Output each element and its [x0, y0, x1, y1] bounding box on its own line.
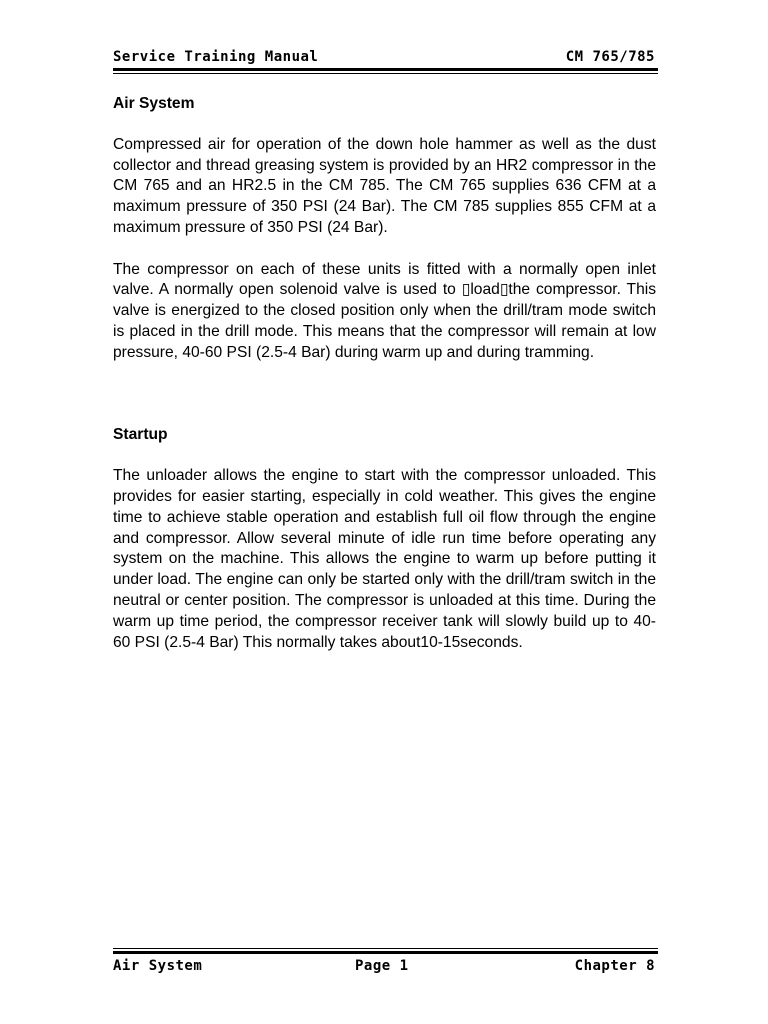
section-heading-startup: Startup [113, 426, 168, 444]
header-model: CM 765/785 [565, 49, 655, 65]
footer-page-number: Page 1 [355, 958, 409, 974]
header-rule-thin [113, 73, 658, 74]
footer-rule-thick [113, 951, 658, 954]
paragraph-startup-1: The unloader allows the engine to start with the compressor unloaded. This provides for easier starting, especially in cold weather. This gives the engine time to achieve stable operation and establish full oil flow through the engine and compressor. Allow several minute of idle run time before operating any system on the machine. This allows the engine to warm up before putting it under load. The engine can only be started only with the drill/tram switch in the neutral or center position. The compressor is unloaded at this time. During the warm up time period, the compressor receiver tank will slowly build up to 40-60 PSI (2.5-4 Bar) This normally takes about10-15seconds. [113, 467, 656, 651]
page-header [113, 49, 655, 67]
header-manual-title: Service Training Manual [113, 49, 319, 65]
footer-chapter: Chapter 8 [574, 958, 655, 974]
page-body [113, 94, 656, 674]
paragraph-air-system-1: Compressed air for operation of the down hole hammer as well as the dust collector and thread greasing system is provided by an HR2 compressor in the CM 765 and an HR2.5 in the CM 785. The CM 765 supplies 636 CFM at a maximum pressure of 350 PSI (24 Bar). The CM 785 supplies 855 CFM at a maximum pressure of 350 PSI (24 Bar). [113, 135, 656, 236]
paragraph-air-system-2: The compressor on each of these units is fitted with a normally open inlet valve. A normally open solenoid valve is used to ▯load▯the compressor. This valve is energized to the closed position only when the drill/tram mode switch is placed in the drill mode. This means that the compressor will remain at low pressure, 40-60 PSI (2.5-4 Bar) during warm up and during tramming. [113, 260, 656, 361]
footer-rule-thin [113, 948, 658, 949]
section-heading-air-system: Air System [113, 95, 195, 112]
section-spacer [113, 384, 656, 425]
footer-section-name: Air System [113, 958, 203, 974]
header-rule-thick [113, 68, 658, 71]
page-footer [113, 958, 655, 976]
